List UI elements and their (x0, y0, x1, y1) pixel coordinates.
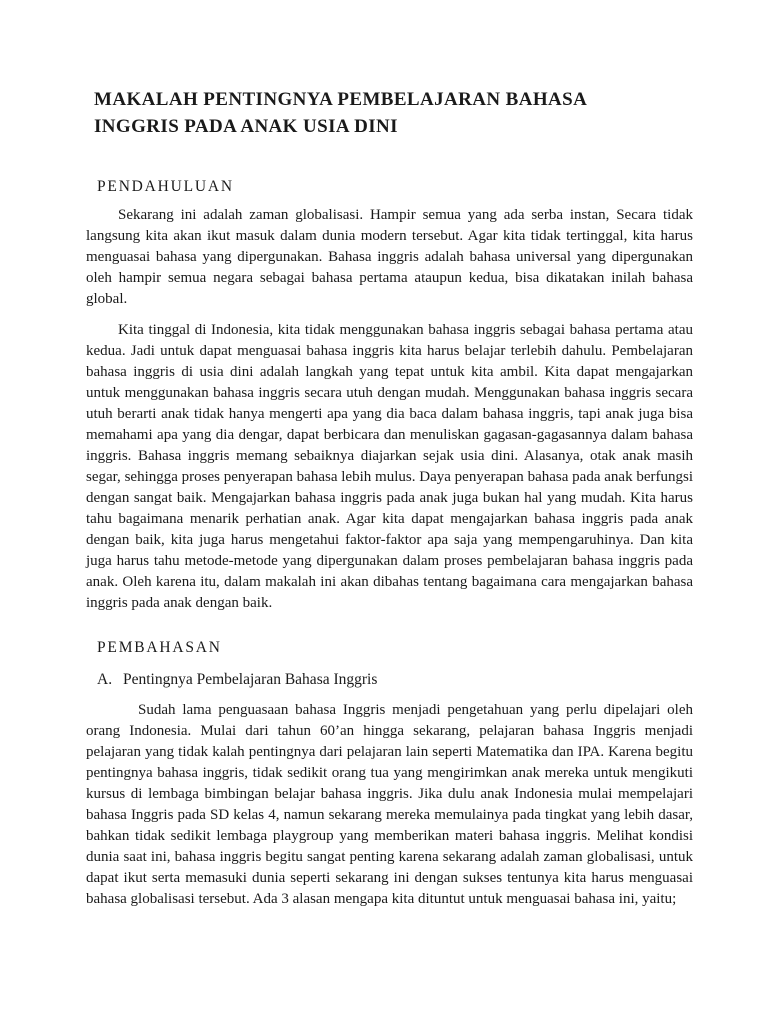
section-heading-pendahuluan: PENDAHULUAN (97, 178, 234, 195)
paragraph-pembahasan-1: Sudah lama penguasaan bahasa Inggris menjadi pengetahuan yang perlu dipelajari oleh orang Indonesia. Mulai dari tahun 60’an hingga sekarang, pelajaran bahasa Inggris menjadi pelajaran yang tidak kalah pentingnya dari pelajaran lain seperti Matematika dan IPA. Karena begitu pentingnya bahasa inggris, tidak sedikit orang tua yang mengirimkan anak mereka untuk mengikuti kursus di lembaga bimbingan belajar bahasa inggris. Jika dulu anak Indonesia mulai mempelajari bahasa Inggris pada SD kelas 4, namun sekarang mereka memulainya pada tingkat yang lebih dasar, bahkan tidak sedikit lembaga playgroup yang memberikan materi bahasa inggris. Melihat kondisi dunia saat ini, bahasa inggris begitu sangat penting karena sekarang adalah zaman globalisasi, untuk dapat ikut serta memasuki dunia seperti sekarang ini dengan sukses tentunya kita harus menguasai bahasa globalisasi tersebut. Ada 3 alasan mengapa kita dituntut untuk menguasai bahasa ini, yaitu; (86, 702, 693, 907)
list-item-a-marker: A. (97, 671, 113, 688)
section-heading-pembahasan: PEMBAHASAN (97, 639, 222, 656)
section-pendahuluan (86, 177, 693, 614)
paragraph-intro-1: Sekarang ini adalah zaman globalisasi. Hampir semua yang ada serba instan, Secara tidak langsung kita akan ikut masuk dalam dunia modern tersebut. Agar kita tidak tertinggal, kita harus menguasai bahasa yang dipergunakan. Bahasa inggris adalah bahasa universal yang dipergunakan oleh hampir semua negara sebagai bahasa pertama ataupun kedua, bisa dikatakan inilah bahasa global. (86, 207, 693, 307)
list-item-a (97, 669, 693, 690)
document-title: MAKALAH PENTINGNYA PEMBELAJARAN BAHASA INGGRIS PADA ANAK USIA DINI (94, 89, 587, 137)
paragraph-intro-2: Kita tinggal di Indonesia, kita tidak menggunakan bahasa inggris sebagai bahasa pertama atau kedua. Jadi untuk dapat menguasai bahasa inggris kita harus belajar terlebih dahulu. Pembelajaran bahasa inggris di usia dini adalah langkah yang tepat untuk kita ambil. Kita dapat mengajarkan untuk menggunakan bahasa inggris secara utuh dengan mudah. Menggunakan bahasa inggris secara utuh berarti anak tidak hanya mengerti apa yang dia baca dalam bahasa inggris, tapi anak juga bisa memahami apa yang dia dengar, dapat berbicara dan menuliskan gagasan-gagasannya dalam bahasa inggris. Bahasa inggris memang sebaiknya diajarkan sejak usia dini. Alasanya, otak anak masih segar, sehingga proses penyerapan bahasa lebih mulus. Daya penyerapan bahasa pada anak berfungsi dengan sangat baik. Mengajarkan bahasa inggris pada anak juga bukan hal yang mudah. Kita harus tahu bagaimana menarik perhatian anak. Agar kita dapat mengajarkan bahasa inggris pada anak dengan baik, kita juga harus mengetahui faktor-faktor apa saja yang mempengaruhinya. Dan kita juga harus tahu metode-metode yang dipergunakan dalam proses pembelajaran bahasa inggris pada anak. Oleh karena itu, dalam makalah ini akan dibahas tentang bagaimana cara mengajarkan bahasa inggris pada anak dengan baik. (86, 322, 693, 611)
section-pembahasan (86, 638, 693, 910)
list-item-a-label: Pentingnya Pembelajaran Bahasa Inggris (123, 671, 378, 688)
